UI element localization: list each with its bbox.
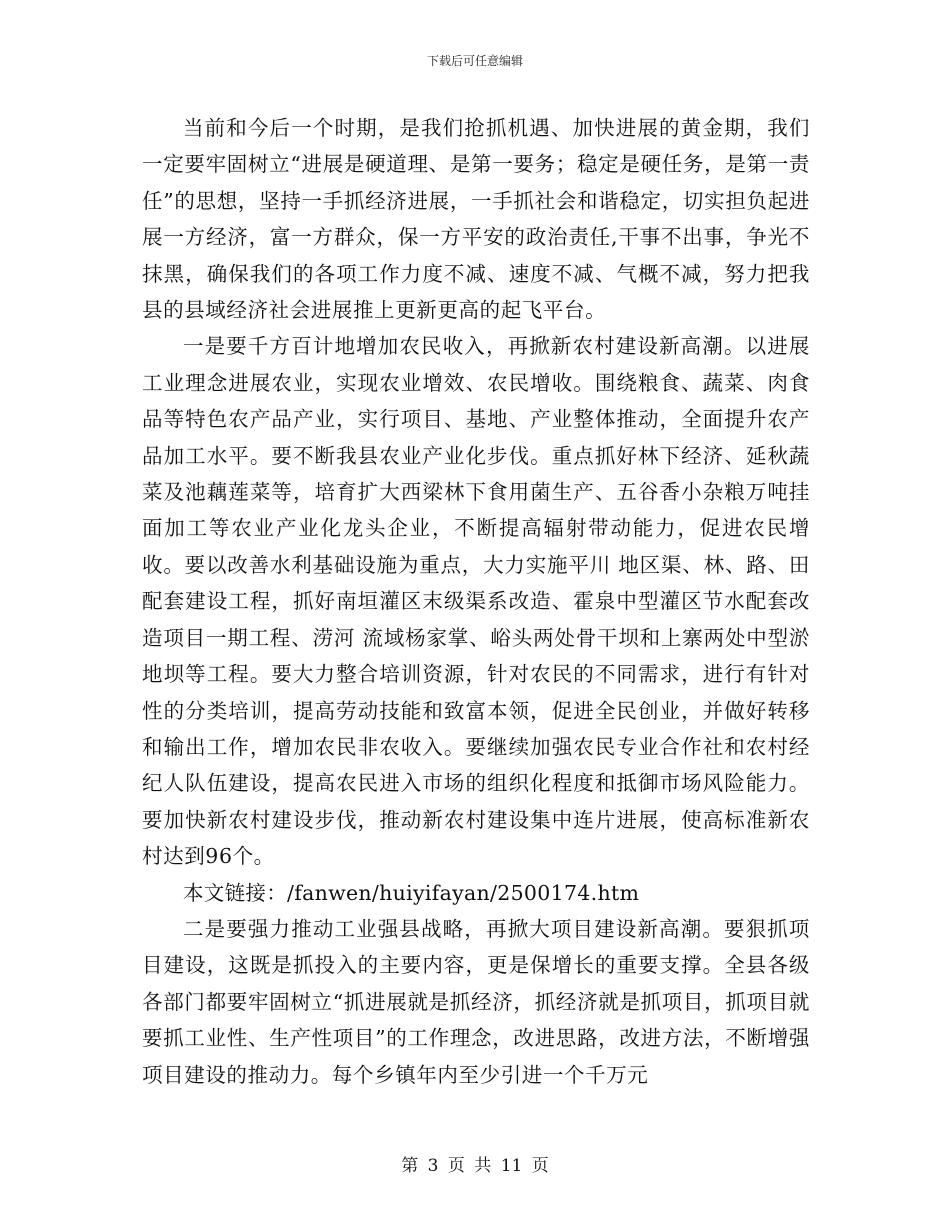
page-header: 下载后可任意编辑: [426, 54, 523, 68]
document-body: [142, 110, 810, 1093]
paragraph-3: 二是要强力推动工业强县战略，再掀大项目建设新高潮。要狠抓项目建设，这既是抓投入的主要内容，更是保增长的重要支撑。全县各级各部门都要牢固树立“抓进展就是抓经济，抓经济就是抓项目，抓项目就要抓工业性、生产性项目”的工作理念，改进思路，改进方法，不断增强项目建设的推动力。每个乡镇年内至少引进一个千万元: [142, 916, 810, 1087]
page-number-footer: 第 3 页 共 11 页: [401, 1156, 549, 1176]
paragraph-1: 当前和今后一个时期，是我们抢抓机遇、加快进展的黄金期，我们一定要牢固树立“进展是硬道理、是第一要务；稳定是硬任务，是第一责任”的思想，坚持一手抓经济进展，一手抓社会和谐稳定，切实担负起进展一方经济，富一方群众，保一方平安的政治责任,干事不出事，争光不抹黑，确保我们的各项工作力度不减、速度不减、气概不减，努力把我县的县域经济社会进展推上更新更高的起飞平台。: [142, 116, 810, 323]
paragraph-2: 一是要千方百计地增加农民收入，再掀新农村建设新高潮。以进展工业理念进展农业，实现农业增效、农民增收。围绕粮食、蔬菜、肉食品等特色农产品产业，实行项目、基地、产业整体推动，全面提升农产品加工水平。要不断我县农业产业化步伐。重点抓好林下经济、延秋蔬菜及池藕莲菜等，培育扩大西梁林下食用菌生产、五谷香小杂粮万吨挂面加工等农业产业化龙头企业，不断提高辐射带动能力，促进农民增收。要以改善水利基础设施为重点，大力实施平川 地区渠、林、路、田配套建设工程，抓好南垣灌区末级渠系改造、霍泉中型灌区节水配套改造项目一期工程、涝河 流域杨家掌、峪头两处骨干坝和上寨两处中型淤地坝等工程。要大力整合培训资源，针对农民的不同需求，进行有针对性的分类培训，提高劳动技能和致富本领，促进全民创业，并做好转移和输出工作，增加农民非农收入。要继续加强农民专业合作社和农村经纪人队伍建设，提高农民进入市场的组织化程度和抵御市场风险能力。要加快新农村建设步伐，推动新农村建设集中连片进展，使高标准新农村达到96个。: [142, 334, 810, 869]
article-link[interactable]: 本文链接：/fanwen/huiyifayan/2500174.htm: [183, 880, 640, 905]
